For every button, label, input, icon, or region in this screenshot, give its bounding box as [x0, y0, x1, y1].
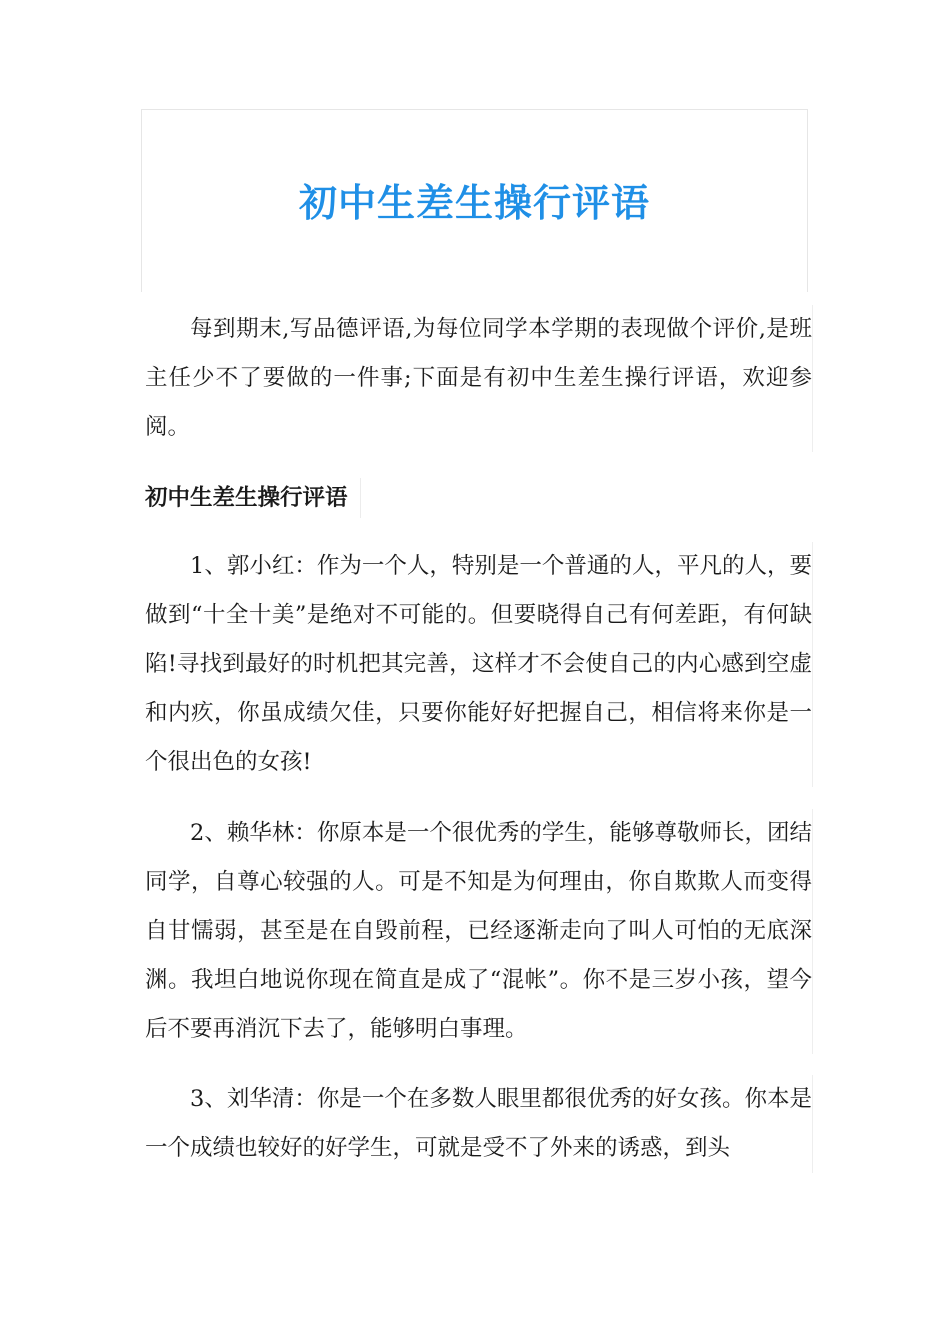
intro-paragraph: 每到期末,写品德评语,为每位同学本学期的表现做个评价,是班主任少不了要做的一件事;下面是有初中生差生操行评语，欢迎参阅。 — [145, 305, 813, 452]
comment-paragraph: 2、赖华林：你原本是一个很优秀的学生，能够尊敬师长，团结同学，自尊心较强的人。可是不知是为何理由，你自欺欺人而变得自甘懦弱，甚至是在自毁前程，已经逐渐走向了叫人可怕的无底深渊。我坦白地说你现在简直是成了“混帐”。你不是三岁小孩，望今后不要再消沉下去了，能够明白事理。 — [145, 809, 813, 1054]
title-frame — [141, 109, 808, 292]
comment-item-3 — [145, 1075, 813, 1173]
section-heading: 初中生差生操行评语 — [145, 478, 361, 518]
comment-item-1 — [145, 542, 813, 787]
comment-paragraph: 3、刘华清：你是一个在多数人眼里都很优秀的好女孩。你本是一个成绩也较好的好学生，可就是受不了外来的诱惑，到头 — [145, 1075, 813, 1173]
intro-block — [145, 305, 813, 452]
document-title: 初中生差生操行评语 — [298, 181, 650, 225]
comment-paragraph: 1、郭小红：作为一个人，特别是一个普通的人，平凡的人，要做到“十全十美”是绝对不可能的。但要晓得自己有何差距，有何缺陷!寻找到最好的时机把其完善，这样才不会使自己的内心感到空虚和内疚，你虽成绩欠佳，只要你能好好把握自己，相信将来你是一个很出色的女孩! — [145, 542, 813, 787]
comment-item-2 — [145, 809, 813, 1054]
